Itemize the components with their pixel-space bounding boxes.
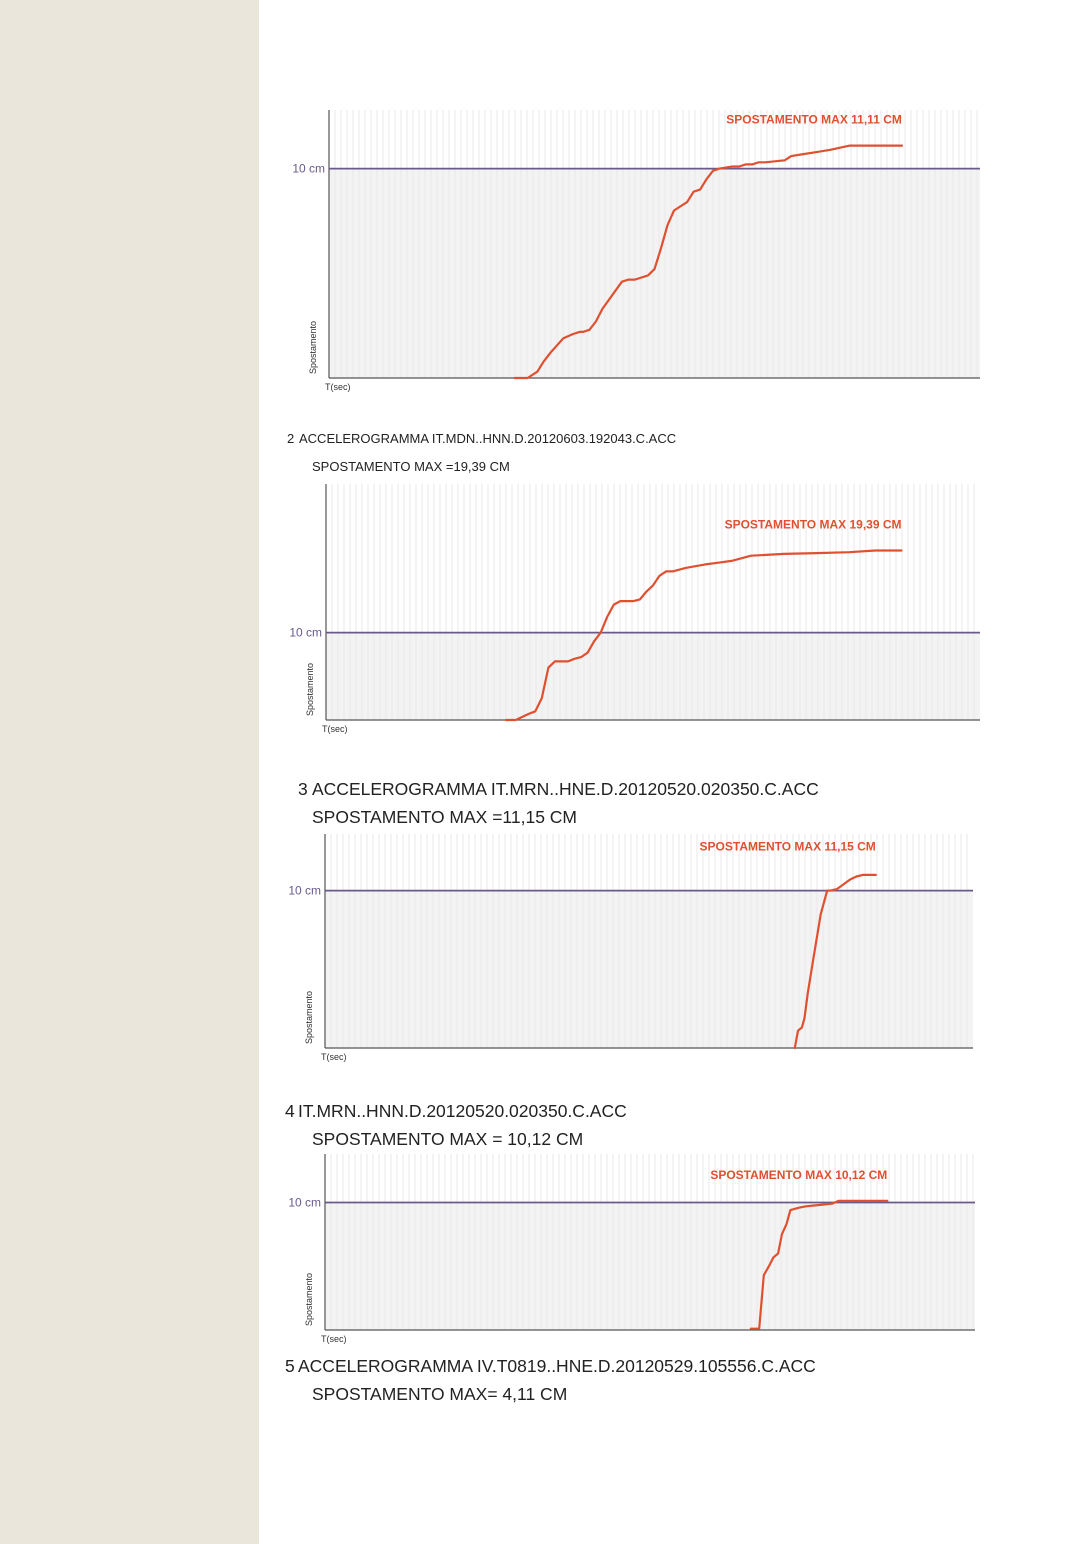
max-displacement-annotation: SPOSTAMENTO MAX 19,39 CM — [724, 517, 902, 532]
reference-label: 10 cm — [292, 161, 325, 176]
x-axis-label: T(sec) — [322, 724, 348, 734]
caption-title: ACCELEROGRAMMA IT.MDN..HNN.D.20120603.192043.C.ACC — [299, 431, 677, 446]
plot-shade — [326, 633, 980, 720]
reference-label: 10 cm — [289, 625, 322, 640]
displacement-chart-1 — [283, 108, 983, 398]
x-axis-label: T(sec) — [325, 382, 351, 392]
plot-shade — [329, 169, 980, 378]
page-margin-band — [0, 0, 259, 1544]
x-axis-label: T(sec) — [321, 1052, 347, 1062]
y-axis-label: Spostamento — [305, 662, 315, 716]
caption-number: 5 — [285, 1356, 295, 1376]
x-axis-label: T(sec) — [321, 1334, 347, 1344]
caption-subtitle: SPOSTAMENTO MAX= 4,11 CM — [312, 1384, 568, 1404]
max-displacement-annotation: SPOSTAMENTO MAX 11,11 CM — [726, 112, 902, 127]
caption-title: IT.MRN..HNN.D.20120520.020350.C.ACC — [298, 1101, 627, 1121]
reference-label: 10 cm — [288, 883, 321, 898]
y-axis-label: Spostamento — [304, 990, 314, 1044]
caption-subtitle: SPOSTAMENTO MAX =19,39 CM — [312, 459, 510, 474]
displacement-chart-3 — [283, 832, 983, 1072]
displacement-chart-4 — [283, 1152, 983, 1352]
displacement-chart-2 — [283, 484, 983, 748]
caption-subtitle: SPOSTAMENTO MAX = 10,12 CM — [312, 1129, 584, 1149]
caption-number: 3 — [298, 779, 308, 799]
caption-number: 2 — [287, 431, 295, 446]
y-axis-label: Spostamento — [308, 320, 318, 374]
caption-title: ACCELEROGRAMMA IV.T0819..HNE.D.20120529.105556.C.ACC — [298, 1356, 816, 1376]
max-displacement-annotation: SPOSTAMENTO MAX 11,15 CM — [699, 839, 876, 854]
y-axis-label: Spostamento — [304, 1272, 314, 1326]
reference-label: 10 cm — [288, 1195, 321, 1210]
max-displacement-annotation: SPOSTAMENTO MAX 10,12 CM — [710, 1167, 888, 1182]
caption-number: 4 — [285, 1101, 295, 1121]
caption-title: ACCELEROGRAMMA IT.MRN..HNE.D.20120520.020350.C.ACC — [312, 779, 819, 799]
caption-subtitle: SPOSTAMENTO MAX =11,15 CM — [312, 807, 578, 827]
